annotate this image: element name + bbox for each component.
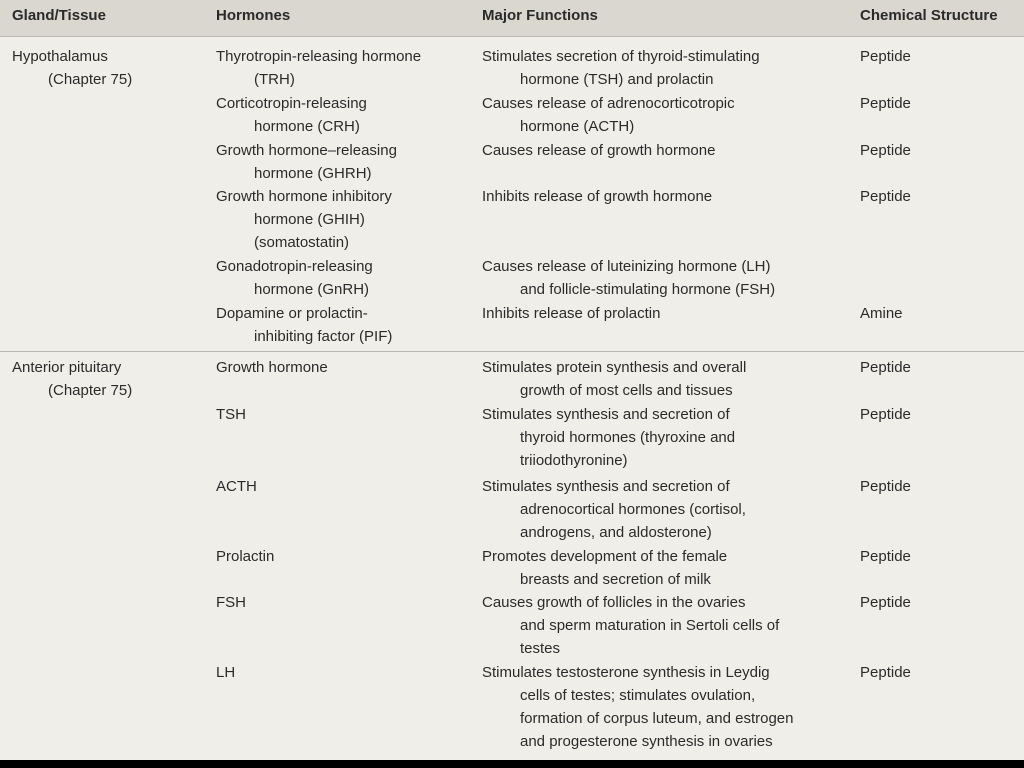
hormone-cell bbox=[216, 302, 392, 348]
hormone-cell bbox=[216, 545, 274, 568]
text-line: hormone (GnRH) bbox=[254, 281, 370, 298]
hormone-cell bbox=[216, 255, 373, 301]
function-cell bbox=[482, 591, 779, 660]
gland-label: Anterior pituitary bbox=[12, 359, 122, 376]
text-line: hormone (GHIH) bbox=[254, 211, 365, 228]
chemical-cell: Peptide bbox=[860, 548, 911, 565]
chemical-cell: Peptide bbox=[860, 359, 911, 376]
section-divider bbox=[0, 351, 1024, 352]
function-cell bbox=[482, 139, 715, 162]
text-line: FSH bbox=[216, 594, 246, 611]
text-line: Promotes development of the female bbox=[482, 548, 728, 565]
text-line: Stimulates synthesis and secretion of bbox=[482, 406, 730, 423]
hormone-cell bbox=[216, 661, 235, 684]
text-line: hormone (ACTH) bbox=[520, 118, 635, 135]
hormone-cell bbox=[216, 475, 257, 498]
chemical-cell: Amine bbox=[860, 305, 903, 322]
function-cell bbox=[482, 403, 735, 472]
hormone-cell bbox=[216, 45, 421, 91]
header-hormones: Hormones bbox=[216, 7, 291, 24]
table-header bbox=[0, 0, 1024, 37]
text-line: Growth hormone–releasing bbox=[216, 142, 397, 159]
text-line: Causes release of adrenocorticotropic bbox=[482, 95, 735, 112]
text-line: Corticotropin-releasing bbox=[216, 95, 367, 112]
text-line: Gonadotropin-releasing bbox=[216, 258, 373, 275]
text-line: formation of corpus luteum, and estrogen bbox=[520, 710, 794, 727]
text-line: Thyrotropin-releasing hormone bbox=[216, 48, 422, 65]
hormone-cell bbox=[216, 356, 328, 379]
text-line: hormone (GHRH) bbox=[254, 165, 372, 182]
gland-name bbox=[12, 45, 132, 91]
chemical-cell: Peptide bbox=[860, 406, 911, 423]
chemical-cell: Peptide bbox=[860, 188, 911, 205]
function-cell bbox=[482, 255, 775, 301]
hormone-cell bbox=[216, 139, 397, 185]
text-line: hormone (TSH) and prolactin bbox=[520, 71, 714, 88]
chemical-cell: Peptide bbox=[860, 48, 911, 65]
text-line: (somatostatin) bbox=[254, 234, 350, 251]
text-line: inhibiting factor (PIF) bbox=[254, 328, 393, 345]
text-line: Growth hormone bbox=[216, 359, 328, 376]
text-line: Stimulates protein synthesis and overall bbox=[482, 359, 747, 376]
hormone-cell bbox=[216, 185, 392, 254]
function-cell bbox=[482, 475, 746, 544]
text-line: thyroid hormones (thyroxine and bbox=[520, 429, 736, 446]
text-line: Causes growth of follicles in the ovaries bbox=[482, 594, 746, 611]
function-cell bbox=[482, 45, 760, 91]
text-line: Inhibits release of prolactin bbox=[482, 305, 661, 322]
text-line: and progesterone synthesis in ovaries bbox=[520, 733, 773, 750]
text-line: Causes release of luteinizing hormone (LH) bbox=[482, 258, 771, 275]
function-cell bbox=[482, 302, 660, 325]
function-cell bbox=[482, 185, 712, 208]
hormone-cell bbox=[216, 403, 246, 426]
text-line: ACTH bbox=[216, 478, 257, 495]
text-line: TSH bbox=[216, 406, 246, 423]
text-line: breasts and secretion of milk bbox=[520, 571, 711, 588]
text-line: Inhibits release of growth hormone bbox=[482, 188, 713, 205]
text-line: testes bbox=[520, 640, 561, 657]
text-line: Growth hormone inhibitory bbox=[216, 188, 392, 205]
text-line: (TRH) bbox=[254, 71, 295, 88]
function-cell bbox=[482, 356, 746, 402]
chemical-cell: Peptide bbox=[860, 95, 911, 112]
text-line: Stimulates testosterone synthesis in Leydig bbox=[482, 664, 770, 681]
text-line: Prolactin bbox=[216, 548, 275, 565]
text-line: growth of most cells and tissues bbox=[520, 382, 733, 399]
header-chemical-structure: Chemical Structure bbox=[860, 7, 998, 24]
text-line: cells of testes; stimulates ovulation, bbox=[520, 687, 756, 704]
chemical-cell: Peptide bbox=[860, 478, 911, 495]
gland-label: Hypothalamus bbox=[12, 48, 108, 65]
header-gland: Gland/Tissue bbox=[12, 7, 106, 24]
chemical-cell: Peptide bbox=[860, 664, 911, 681]
function-cell bbox=[482, 545, 727, 591]
text-line: Dopamine or prolactin- bbox=[216, 305, 368, 322]
text-line: hormone (CRH) bbox=[254, 118, 360, 135]
text-line: Stimulates synthesis and secretion of bbox=[482, 478, 730, 495]
function-cell bbox=[482, 661, 794, 753]
text-line: Stimulates secretion of thyroid-stimulating bbox=[482, 48, 760, 65]
function-cell bbox=[482, 92, 735, 138]
bottom-border bbox=[0, 760, 1024, 768]
text-line: LH bbox=[216, 664, 236, 681]
text-line: Causes release of growth hormone bbox=[482, 142, 716, 159]
header-major-functions: Major Functions bbox=[482, 7, 598, 24]
text-line: androgens, and aldosterone) bbox=[520, 524, 712, 541]
hormone-cell bbox=[216, 92, 367, 138]
hormone-cell bbox=[216, 591, 246, 614]
chemical-cell: Peptide bbox=[860, 594, 911, 611]
gland-name bbox=[12, 356, 132, 402]
text-line: and sperm maturation in Sertoli cells of bbox=[520, 617, 780, 634]
text-line: adrenocortical hormones (cortisol, bbox=[520, 501, 746, 518]
gland-chapter: (Chapter 75) bbox=[48, 382, 133, 399]
chemical-cell: Peptide bbox=[860, 142, 911, 159]
text-line: and follicle-stimulating hormone (FSH) bbox=[520, 281, 776, 298]
text-line: triiodothyronine) bbox=[520, 452, 628, 469]
gland-chapter: (Chapter 75) bbox=[48, 71, 133, 88]
